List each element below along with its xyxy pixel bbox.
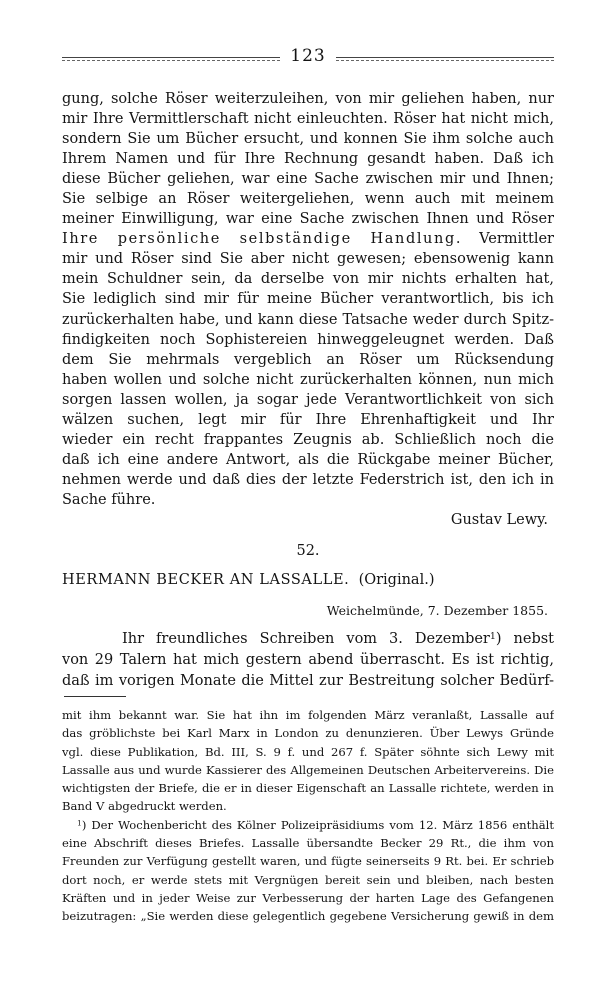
text-line: mir und Röser sind Sie aber nicht gewesen; ebensowenig kann xyxy=(62,251,554,268)
text-line: nehmen werde und daß dies der letzte Federstrich ist, den ich in xyxy=(62,471,554,488)
text-line: wälzen suchen, legt mir für Ihre Ehrenhaftigkeit und Ihr xyxy=(62,411,554,428)
header-rule-right xyxy=(336,57,554,61)
footnote-line: eine Abschrift dieses Briefes. Lassalle übersandte Becker 29 Rt., die ihm von xyxy=(62,836,554,851)
footnote-line: Lassalle aus und wurde Kassierer des Allgemeinen Deutschen Arbeitervereins. Die xyxy=(62,762,554,777)
emphasized-text: Ihre persönliche selbständige Handlung. xyxy=(62,231,463,248)
text-line: zurückerhalten habe, und kann diese Tatsache weder durch Spitz- xyxy=(62,311,554,328)
text-line: dem Sie mehrmals vergeblich an Röser um Rücksendung xyxy=(62,351,554,368)
text-line: mein Schuldner sein, da derselbe von mir nichts erhalten hat, xyxy=(62,271,554,288)
text-line: meiner Einwilligung, war eine Sache zwischen Ihnen und Röser xyxy=(62,211,554,228)
footnote-marker: 1 xyxy=(77,818,82,828)
letter-body xyxy=(62,629,554,692)
text-fragment: ) nebst xyxy=(495,631,554,647)
footnote-line: beizutragen: „Sie werden diese gelegentlich gegebene Versicherung gewiß in dem xyxy=(62,909,554,924)
letter-continuation xyxy=(62,89,554,530)
footnote-marker: 1 xyxy=(489,630,496,642)
text-line: wieder ein recht frappantes Zeugnis ab. Schließlich noch die xyxy=(62,431,554,448)
running-header xyxy=(62,46,554,70)
text-line: gung, solche Röser weiterzuleihen, von mir geliehen haben, nur xyxy=(62,91,554,107)
text-line: haben wollen und solche nicht zurückerhalten können, nun mich xyxy=(62,371,554,388)
text-line: findigkeiten noch Sophistereien hinweggeleugnet werden. Daß xyxy=(62,331,554,348)
text-line: sorgen lassen wollen, ja sogar jede Verantwortlichkeit von sich xyxy=(62,391,554,408)
text-line: Ihrem Namen und für Ihre Rechnung gesandt haben. Daß ich xyxy=(62,151,554,168)
footnotes xyxy=(62,706,554,926)
footnote-line: Kräften und in jeder Weise zur Verbesserung der harten Lage des Gefangenen xyxy=(62,890,554,905)
footnote-line: das gröblichste bei Karl Marx in London zu denunzieren. Über Lewys Gründe xyxy=(62,726,554,741)
text-line: sondern Sie um Bücher ersucht, und konnen Sie ihm solche auch xyxy=(62,131,554,148)
page-number: 123 xyxy=(290,46,326,66)
footnote-line: mit ihm bekannt war. Sie hat ihn im folgenden März veranlaßt, Lassalle auf xyxy=(62,708,554,722)
letter-heading-title: HERMANN BECKER AN LASSALLE. xyxy=(62,572,350,588)
letter-heading xyxy=(62,570,554,590)
text-line: diese Bücher geliehen, war eine Sache zwischen mir und Ihnen; xyxy=(62,171,554,188)
text-line: Sie lediglich sind mir für meine Bücher verantwortlich, bis ich xyxy=(62,291,554,308)
text-line: von 29 Talern hat mich gestern abend überrascht. Es ist richtig, xyxy=(62,652,554,668)
letter-heading-note: (Original.) xyxy=(358,572,435,588)
footnote-line: Band V abgedruckt werden. xyxy=(62,799,227,814)
signature: Gustav Lewy. xyxy=(450,511,548,528)
text-fragment: Vermittler xyxy=(479,231,554,248)
text-line: daß ich eine andere Antwort, als die Rückgabe meiner Bücher, xyxy=(62,451,554,468)
text-line: mir Ihre Vermittlerschaft nicht einleuchten. Röser hat nicht mich, xyxy=(62,111,554,128)
text-line: daß im vorigen Monate die Mittel zur Bestreitung solcher Bedürf- xyxy=(62,673,554,689)
footnote-line: wichtigsten der Briefe, die er in dieser Eigenschaft an Lassalle richtete, werden in xyxy=(62,781,554,796)
text-line xyxy=(62,629,554,650)
text-fragment: Ihr freundliches Schreiben vom 3. Dezember xyxy=(122,631,490,647)
text-fragment: ) Der Wochenbericht des Kölner Polizeipräsidiums vom 12. März 1856 enthält xyxy=(81,817,554,832)
footnote-separator xyxy=(64,696,126,697)
letter-number: 52. xyxy=(296,543,320,559)
footnote-line xyxy=(62,816,554,834)
footnote-line: dort noch, er werde stets mit Vergnügen bereit sein und bleiben, nach besten xyxy=(62,872,554,887)
dateline: Weichelmünde, 7. Dezember 1855. xyxy=(326,603,548,618)
text-line: Sache führe. xyxy=(62,491,156,508)
text-line-spaced xyxy=(62,229,554,249)
footnote-line: Freunden zur Verfügung gestellt waren, und fügte seinerseits 9 Rt. bei. Er schrieb xyxy=(62,854,554,869)
footnote-line: vgl. diese Publikation, Bd. III, S. 9 f. und 267 f. Später söhnte sich Lewy mit xyxy=(62,744,554,759)
text-line: Sie selbige an Röser weitergeliehen, wenn auch mit meinem xyxy=(62,191,554,208)
